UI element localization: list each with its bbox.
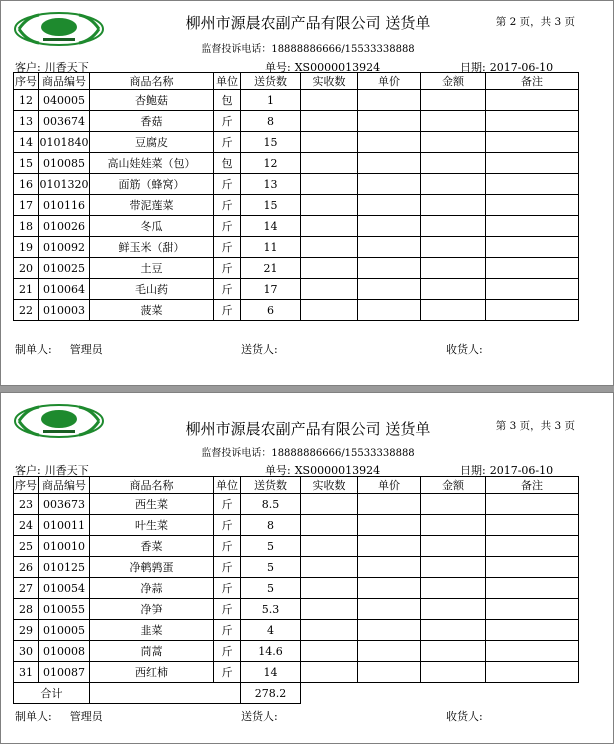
table-row bbox=[14, 536, 579, 557]
cell-unit: 斤 bbox=[214, 599, 241, 620]
cell-amount bbox=[421, 153, 486, 174]
cell-name: 净鹌鹑蛋 bbox=[90, 557, 214, 578]
table-row bbox=[14, 237, 579, 258]
header-qty: 送货数 bbox=[241, 477, 301, 494]
cell-note bbox=[486, 111, 579, 132]
cell-amount bbox=[421, 578, 486, 599]
cell-unit: 斤 bbox=[214, 494, 241, 515]
complaint-phone bbox=[1, 40, 614, 55]
cell-qty: 8 bbox=[241, 515, 301, 536]
header-unit: 单位 bbox=[214, 73, 241, 90]
table-row bbox=[14, 174, 579, 195]
cell-amount bbox=[421, 132, 486, 153]
cell-code: 010026 bbox=[39, 216, 90, 237]
cell-note bbox=[486, 132, 579, 153]
cell-seq: 13 bbox=[14, 111, 39, 132]
cell-received bbox=[301, 90, 358, 111]
cell-amount bbox=[421, 515, 486, 536]
cell-unit: 包 bbox=[214, 153, 241, 174]
table-row bbox=[14, 132, 579, 153]
cell-unit: 斤 bbox=[214, 300, 241, 321]
cell-received bbox=[301, 132, 358, 153]
cell-note bbox=[486, 195, 579, 216]
table-row bbox=[14, 195, 579, 216]
cell-amount bbox=[421, 279, 486, 300]
cell-price bbox=[358, 641, 421, 662]
header-seq: 序号 bbox=[14, 477, 39, 494]
cell-note bbox=[486, 237, 579, 258]
cell-code: 010055 bbox=[39, 599, 90, 620]
cell-price bbox=[358, 132, 421, 153]
cell-received bbox=[301, 494, 358, 515]
table-row bbox=[14, 515, 579, 536]
cell-note bbox=[486, 515, 579, 536]
cell-unit: 斤 bbox=[214, 536, 241, 557]
cell-note bbox=[486, 599, 579, 620]
cell-seq: 28 bbox=[14, 599, 39, 620]
deliverer-field: 送货人: bbox=[241, 710, 278, 723]
table-row bbox=[14, 620, 579, 641]
phone-label: 监督投诉电话： bbox=[201, 448, 272, 459]
cell-note bbox=[486, 641, 579, 662]
customer-value: 川香天下 bbox=[44, 61, 89, 74]
order-label: 单号: bbox=[265, 464, 291, 477]
date-label: 日期: bbox=[460, 464, 486, 477]
cell-amount bbox=[421, 300, 486, 321]
cell-received bbox=[301, 515, 358, 536]
cell-note bbox=[486, 536, 579, 557]
cell-code: 010116 bbox=[39, 195, 90, 216]
page-number: 第 3 页，共 3 页 bbox=[495, 420, 575, 432]
cell-note bbox=[486, 174, 579, 195]
complaint-phone bbox=[1, 444, 614, 459]
cell-code: 010085 bbox=[39, 153, 90, 174]
cell-qty: 5 bbox=[241, 557, 301, 578]
date-value: 2017-06-10 bbox=[489, 61, 554, 74]
table-row bbox=[14, 662, 579, 683]
table-row bbox=[14, 153, 579, 174]
table-row bbox=[14, 557, 579, 578]
cell-name: 净笋 bbox=[90, 599, 214, 620]
document-title: 柳州市源晨农副产品有限公司 送货单 bbox=[185, 420, 431, 438]
date-value: 2017-06-10 bbox=[489, 464, 554, 477]
cell-code: 010092 bbox=[39, 237, 90, 258]
customer-label: 客户: bbox=[15, 61, 41, 74]
receiver-field: 收货人: bbox=[446, 343, 483, 356]
cell-qty: 21 bbox=[241, 258, 301, 279]
cell-code: 010025 bbox=[39, 258, 90, 279]
cell-unit: 斤 bbox=[214, 195, 241, 216]
cell-unit: 包 bbox=[214, 90, 241, 111]
cell-seq: 14 bbox=[14, 132, 39, 153]
maker-label: 制单人: bbox=[15, 343, 52, 356]
cell-price bbox=[358, 300, 421, 321]
table-row bbox=[14, 90, 579, 111]
cell-unit: 斤 bbox=[214, 578, 241, 599]
cell-amount bbox=[421, 662, 486, 683]
maker-label: 制单人: bbox=[15, 710, 52, 723]
cell-amount bbox=[421, 258, 486, 279]
cell-name: 毛山药 bbox=[90, 279, 214, 300]
header-price: 单价 bbox=[358, 477, 421, 494]
header-name: 商品名称 bbox=[90, 73, 214, 90]
cell-note bbox=[486, 557, 579, 578]
cell-seq: 17 bbox=[14, 195, 39, 216]
receiver-field: 收货人: bbox=[446, 710, 483, 723]
cell-qty: 15 bbox=[241, 195, 301, 216]
table-row bbox=[14, 111, 579, 132]
cell-qty: 17 bbox=[241, 279, 301, 300]
cell-seq: 26 bbox=[14, 557, 39, 578]
cell-unit: 斤 bbox=[214, 258, 241, 279]
cell-price bbox=[358, 620, 421, 641]
items-table bbox=[13, 72, 579, 321]
customer-label: 客户: bbox=[15, 464, 41, 477]
cell-seq: 23 bbox=[14, 494, 39, 515]
cell-price bbox=[358, 494, 421, 515]
cell-price bbox=[358, 216, 421, 237]
phone-label: 监督投诉电话： bbox=[201, 44, 272, 55]
header-note: 备注 bbox=[486, 477, 579, 494]
table-row bbox=[14, 641, 579, 662]
cell-note bbox=[486, 300, 579, 321]
cell-seq: 16 bbox=[14, 174, 39, 195]
cell-received bbox=[301, 599, 358, 620]
cell-seq: 21 bbox=[14, 279, 39, 300]
cell-amount bbox=[421, 111, 486, 132]
cell-qty: 5 bbox=[241, 578, 301, 599]
cell-amount bbox=[421, 620, 486, 641]
cell-code: 010054 bbox=[39, 578, 90, 599]
cell-seq: 27 bbox=[14, 578, 39, 599]
cell-code: 010003 bbox=[39, 300, 90, 321]
cell-price bbox=[358, 174, 421, 195]
cell-price bbox=[358, 578, 421, 599]
header-amount: 金额 bbox=[421, 477, 486, 494]
cell-seq: 22 bbox=[14, 300, 39, 321]
cell-unit: 斤 bbox=[214, 662, 241, 683]
cell-code: 010010 bbox=[39, 536, 90, 557]
cell-note bbox=[486, 153, 579, 174]
total-value: 278.2 bbox=[241, 683, 301, 704]
cell-received bbox=[301, 620, 358, 641]
cell-unit: 斤 bbox=[214, 279, 241, 300]
cell-qty: 11 bbox=[241, 237, 301, 258]
cell-price bbox=[358, 153, 421, 174]
cell-received bbox=[301, 536, 358, 557]
phone-value: 18888886666/15533338888 bbox=[271, 44, 415, 55]
total-label: 合计 bbox=[14, 683, 90, 704]
cell-seq: 30 bbox=[14, 641, 39, 662]
phone-value: 18888886666/15533338888 bbox=[271, 448, 415, 459]
cell-price bbox=[358, 195, 421, 216]
cell-qty: 12 bbox=[241, 153, 301, 174]
page-number: 第 2 页，共 3 页 bbox=[495, 16, 575, 28]
cell-name: 杏鲍菇 bbox=[90, 90, 214, 111]
cell-price bbox=[358, 599, 421, 620]
delivery-note-page-3 bbox=[0, 392, 614, 744]
document-title: 柳州市源晨农副产品有限公司 送货单 bbox=[185, 14, 431, 32]
cell-note bbox=[486, 216, 579, 237]
cell-seq: 18 bbox=[14, 216, 39, 237]
cell-name: 西红柿 bbox=[90, 662, 214, 683]
table-header-row bbox=[14, 73, 579, 90]
cell-amount bbox=[421, 494, 486, 515]
table-row bbox=[14, 300, 579, 321]
cell-code: 040005 bbox=[39, 90, 90, 111]
cell-received bbox=[301, 195, 358, 216]
cell-unit: 斤 bbox=[214, 515, 241, 536]
header-code: 商品编号 bbox=[39, 477, 90, 494]
cell-received bbox=[301, 662, 358, 683]
cell-code: 0101840 bbox=[39, 132, 90, 153]
cell-note bbox=[486, 258, 579, 279]
cell-price bbox=[358, 515, 421, 536]
cell-amount bbox=[421, 599, 486, 620]
cell-amount bbox=[421, 216, 486, 237]
table-row bbox=[14, 279, 579, 300]
cell-received bbox=[301, 111, 358, 132]
cell-qty: 8.5 bbox=[241, 494, 301, 515]
cell-name: 豆腐皮 bbox=[90, 132, 214, 153]
cell-name: 叶生菜 bbox=[90, 515, 214, 536]
cell-name: 净蒜 bbox=[90, 578, 214, 599]
table-header-row bbox=[14, 477, 579, 494]
cell-name: 西生菜 bbox=[90, 494, 214, 515]
header-received: 实收数 bbox=[301, 477, 358, 494]
cell-price bbox=[358, 279, 421, 300]
cell-code: 003674 bbox=[39, 111, 90, 132]
cell-amount bbox=[421, 536, 486, 557]
cell-received bbox=[301, 641, 358, 662]
cell-seq: 19 bbox=[14, 237, 39, 258]
header-code: 商品编号 bbox=[39, 73, 90, 90]
cell-code: 010064 bbox=[39, 279, 90, 300]
cell-received bbox=[301, 216, 358, 237]
cell-qty: 14.6 bbox=[241, 641, 301, 662]
cell-amount bbox=[421, 90, 486, 111]
maker-value: 管理员 bbox=[69, 710, 103, 723]
table-row bbox=[14, 494, 579, 515]
cell-seq: 24 bbox=[14, 515, 39, 536]
header-price: 单价 bbox=[358, 73, 421, 90]
cell-qty: 13 bbox=[241, 174, 301, 195]
cell-price bbox=[358, 536, 421, 557]
maker-value: 管理员 bbox=[69, 343, 103, 356]
cell-name: 香菇 bbox=[90, 111, 214, 132]
cell-received bbox=[301, 174, 358, 195]
cell-qty: 14 bbox=[241, 662, 301, 683]
cell-qty: 6 bbox=[241, 300, 301, 321]
customer-value: 川香天下 bbox=[44, 464, 89, 477]
table-row bbox=[14, 578, 579, 599]
cell-received bbox=[301, 578, 358, 599]
cell-name: 带泥莲菜 bbox=[90, 195, 214, 216]
cell-received bbox=[301, 237, 358, 258]
header-seq: 序号 bbox=[14, 73, 39, 90]
header-note: 备注 bbox=[486, 73, 579, 90]
cell-qty: 5 bbox=[241, 536, 301, 557]
cell-note bbox=[486, 662, 579, 683]
deliverer-field: 送货人: bbox=[241, 343, 278, 356]
cell-name: 菠菜 bbox=[90, 300, 214, 321]
cell-received bbox=[301, 258, 358, 279]
order-value: XS0000013924 bbox=[294, 61, 381, 74]
cell-unit: 斤 bbox=[214, 557, 241, 578]
cell-unit: 斤 bbox=[214, 132, 241, 153]
cell-price bbox=[358, 90, 421, 111]
cell-code: 010005 bbox=[39, 620, 90, 641]
cell-seq: 31 bbox=[14, 662, 39, 683]
items-table bbox=[13, 476, 579, 704]
cell-amount bbox=[421, 557, 486, 578]
cell-unit: 斤 bbox=[214, 174, 241, 195]
cell-note bbox=[486, 279, 579, 300]
cell-name: 冬瓜 bbox=[90, 216, 214, 237]
cell-seq: 15 bbox=[14, 153, 39, 174]
cell-amount bbox=[421, 195, 486, 216]
cell-code: 010125 bbox=[39, 557, 90, 578]
cell-code: 003673 bbox=[39, 494, 90, 515]
cell-code: 010008 bbox=[39, 641, 90, 662]
cell-qty: 4 bbox=[241, 620, 301, 641]
table-row bbox=[14, 258, 579, 279]
cell-seq: 25 bbox=[14, 536, 39, 557]
cell-name: 高山娃娃菜（包） bbox=[90, 153, 214, 174]
cell-unit: 斤 bbox=[214, 111, 241, 132]
cell-qty: 5.3 bbox=[241, 599, 301, 620]
cell-name: 韭菜 bbox=[90, 620, 214, 641]
cell-price bbox=[358, 111, 421, 132]
cell-note bbox=[486, 578, 579, 599]
cell-name: 茼蒿 bbox=[90, 641, 214, 662]
maker-field bbox=[15, 708, 103, 724]
cell-unit: 斤 bbox=[214, 641, 241, 662]
cell-unit: 斤 bbox=[214, 216, 241, 237]
order-label: 单号: bbox=[265, 61, 291, 74]
cell-received bbox=[301, 557, 358, 578]
cell-amount bbox=[421, 237, 486, 258]
cell-qty: 1 bbox=[241, 90, 301, 111]
cell-name: 土豆 bbox=[90, 258, 214, 279]
cell-unit: 斤 bbox=[214, 620, 241, 641]
order-value: XS0000013924 bbox=[294, 464, 381, 477]
maker-field bbox=[15, 341, 103, 357]
table-row bbox=[14, 216, 579, 237]
cell-qty: 8 bbox=[241, 111, 301, 132]
cell-price bbox=[358, 258, 421, 279]
cell-received bbox=[301, 300, 358, 321]
cell-seq: 20 bbox=[14, 258, 39, 279]
total-row bbox=[14, 683, 579, 704]
cell-note bbox=[486, 90, 579, 111]
header-qty: 送货数 bbox=[241, 73, 301, 90]
cell-amount bbox=[421, 174, 486, 195]
cell-unit: 斤 bbox=[214, 237, 241, 258]
cell-name: 鲜玉米（甜） bbox=[90, 237, 214, 258]
cell-price bbox=[358, 662, 421, 683]
cell-qty: 14 bbox=[241, 216, 301, 237]
cell-amount bbox=[421, 641, 486, 662]
date-label: 日期: bbox=[460, 61, 486, 74]
cell-received bbox=[301, 153, 358, 174]
header-name: 商品名称 bbox=[90, 477, 214, 494]
cell-seq: 12 bbox=[14, 90, 39, 111]
cell-code: 010087 bbox=[39, 662, 90, 683]
cell-code: 0101320 bbox=[39, 174, 90, 195]
cell-name: 面筋（蜂窝） bbox=[90, 174, 214, 195]
cell-name: 香菜 bbox=[90, 536, 214, 557]
cell-seq: 29 bbox=[14, 620, 39, 641]
header-unit: 单位 bbox=[214, 477, 241, 494]
cell-price bbox=[358, 557, 421, 578]
header-amount: 金额 bbox=[421, 73, 486, 90]
header-received: 实收数 bbox=[301, 73, 358, 90]
cell-note bbox=[486, 494, 579, 515]
cell-note bbox=[486, 620, 579, 641]
cell-received bbox=[301, 279, 358, 300]
cell-price bbox=[358, 237, 421, 258]
cell-qty: 15 bbox=[241, 132, 301, 153]
cell-code: 010011 bbox=[39, 515, 90, 536]
table-row bbox=[14, 599, 579, 620]
